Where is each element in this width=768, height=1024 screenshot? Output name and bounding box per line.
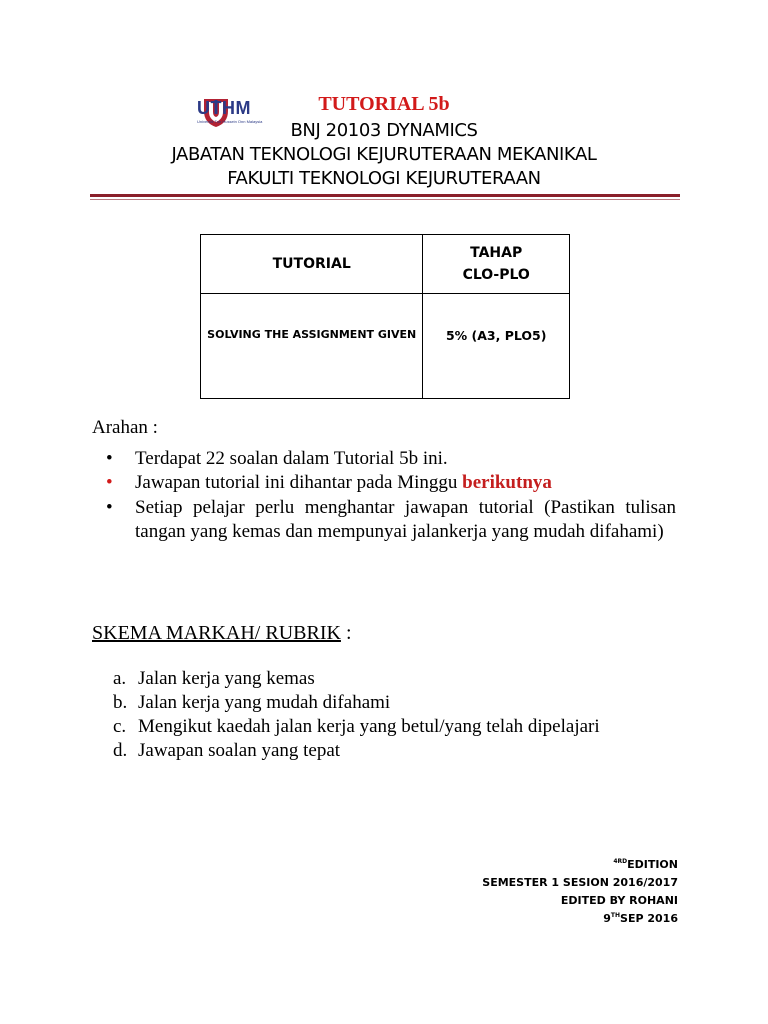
rubric-text: Mengikut kaedah jalan kerja yang betul/yang telah dipelajari [138, 716, 600, 737]
table-row [201, 294, 570, 399]
rubric-text: Jalan kerja yang kemas [138, 668, 315, 689]
instruction-highlight: berikutnya [462, 472, 552, 493]
edition-text: EDITION [627, 858, 678, 871]
edition-note [613, 858, 678, 871]
rubric-letter: c. [113, 716, 127, 737]
table-cell-weight [423, 294, 570, 399]
rubric-text: Jalan kerja yang mudah difahami [138, 692, 391, 713]
tutorial-table [200, 234, 570, 399]
table-cell-assignment [201, 294, 423, 399]
tutorial-title: TUTORIAL 5b [318, 93, 450, 115]
table-header-tahap-line2: CLO-PLO [462, 267, 530, 283]
rubric-letter: a. [113, 668, 127, 689]
bullet-icon: • [106, 448, 113, 469]
rubric-text: Jawapan soalan yang tepat [138, 740, 341, 761]
instruction-text [135, 471, 676, 495]
rubric-letter: b. [113, 692, 128, 713]
date-sup: TH [610, 912, 621, 919]
date-num: 9 [603, 912, 611, 925]
header-rule-thin [90, 199, 680, 200]
course-title: BNJ 20103 DYNAMICS [290, 120, 478, 141]
table-header-row [201, 235, 570, 294]
department-title: JABATAN TEKNOLOGI KEJURUTERAAN MEKANIKAL [171, 144, 597, 165]
instruction-text: Setiap pelajar perlu menghantar jawapan tutorial (Pastikan tulisan tangan yang kemas dan mempunyai jalankerja yang mudah difahami) [135, 497, 676, 542]
rubric-heading [92, 622, 352, 645]
rubric-heading-colon: : [340, 622, 352, 644]
rubric-heading-text: SKEMA MARKAH/ RUBRIK [92, 622, 341, 644]
editor-note: EDITED BY ROHANI [560, 894, 678, 907]
edition-sup: 4RD [613, 858, 628, 865]
instructions-label: Arahan : [92, 417, 158, 438]
faculty-title: FAKULTI TEKNOLOGI KEJURUTERAAN [227, 168, 541, 189]
instruction-text-main: Jawapan tutorial ini dihantar pada Minggu [135, 472, 458, 493]
bullet-icon: • [106, 497, 113, 518]
bullet-icon: • [106, 472, 113, 493]
header-rule [90, 194, 680, 197]
semester-note: SEMESTER 1 SESION 2016/2017 [482, 876, 678, 889]
logo-text: UTHM [197, 98, 251, 118]
table-header-tahap-line1: TAHAP [470, 245, 523, 261]
table-header-tutorial: TUTORIAL [201, 235, 423, 294]
logo-subtext: Universiti Tun Hussein Onn Malaysia [197, 119, 263, 124]
rubric-letter: d. [113, 740, 128, 761]
date-note [603, 912, 678, 925]
date-rest: SEP 2016 [620, 912, 678, 925]
weight-text: 5% (A3, PLO5) [445, 328, 547, 343]
instruction-text: Terdapat 22 soalan dalam Tutorial 5b ini. [135, 448, 448, 469]
table-header-tahap [423, 235, 570, 294]
assignment-text: SOLVING THE ASSIGNMENT GIVEN [207, 328, 417, 341]
